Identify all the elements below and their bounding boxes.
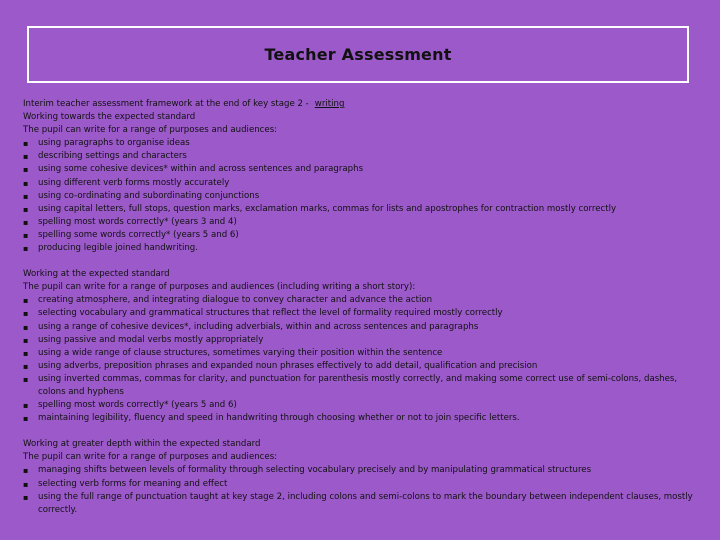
list-item: ▪ using paragraphs to organise ideas <box>23 137 699 150</box>
framework-text: Interim teacher assessment framework at the end of key stage 2 - <box>23 99 309 109</box>
list-item: ▪ managing shifts between levels of formality through selecting vocabulary precisely and by manipulating grammatical structures <box>23 464 699 477</box>
section-heading: Working towards the expected standard <box>23 112 196 123</box>
list-item: ▪ using some cohesive devices* within and across sentences and paragraphs <box>23 163 699 176</box>
section-heading: Working at the expected standard <box>23 269 170 280</box>
list-item: ▪ describing settings and characters <box>23 150 699 163</box>
bullet-list <box>23 137 699 255</box>
list-item: ▪ maintaining legibility, fluency and speed in handwriting through choosing whether or not to join specific letters. <box>23 412 699 425</box>
list-item: ▪ using a wide range of clause structures, sometimes varying their position within the sentence <box>23 347 699 360</box>
assessment-content <box>23 98 699 530</box>
list-item: ▪ selecting vocabulary and grammatical structures that reflect the level of formality required mostly correctly <box>23 307 699 320</box>
list-item: ▪ spelling some words correctly* (years 5 and 6) <box>23 229 699 242</box>
bullet-list <box>23 464 699 516</box>
list-item: ▪ using co-ordinating and subordinating conjunctions <box>23 190 699 203</box>
bullet-list <box>23 294 699 425</box>
list-item: ▪ using adverbs, preposition phrases and expanded noun phrases effectively to add detail, qualification and precision <box>23 360 699 373</box>
writing-link[interactable]: writing <box>314 99 345 109</box>
section-working-towards <box>23 111 699 255</box>
section-lead: The pupil can write for a range of purposes and audiences: <box>23 452 278 463</box>
list-item: ▪ creating atmosphere, and integrating dialogue to convey character and advance the action <box>23 294 699 307</box>
list-item: ▪ using different verb forms mostly accurately <box>23 177 699 190</box>
section-lead: The pupil can write for a range of purposes and audiences (including writing a short story): <box>23 282 416 293</box>
list-item: ▪ using inverted commas, commas for clarity, and punctuation for parenthesis mostly correctly, and making some correct use of semi-colons, dashes, colons and hyphens <box>23 373 699 399</box>
list-item: ▪ selecting verb forms for meaning and effect <box>23 478 699 491</box>
list-item: ▪ using passive and modal verbs mostly appropriately <box>23 334 699 347</box>
section-lead: The pupil can write for a range of purposes and audiences: <box>23 125 278 136</box>
list-item: ▪ spelling most words correctly* (years 3 and 4) <box>23 216 699 229</box>
page-title: Teacher Assessment <box>264 45 452 64</box>
section-expected <box>23 268 699 425</box>
list-item: ▪ using capital letters, full stops, question marks, exclamation marks, commas for lists and apostrophes for contraction mostly correctly <box>23 203 699 216</box>
title-box <box>27 26 689 83</box>
list-item: ▪ using a range of cohesive devices*, including adverbials, within and across sentences and paragraphs <box>23 321 699 334</box>
section-heading: Working at greater depth within the expected standard <box>23 439 261 450</box>
list-item: ▪ using the full range of punctuation taught at key stage 2, including colons and semi-colons to mark the boundary between independent clauses, mostly correctly. <box>23 491 699 517</box>
section-greater-depth <box>23 438 699 517</box>
framework-line <box>23 98 699 111</box>
list-item: ▪ producing legible joined handwriting. <box>23 242 699 255</box>
list-item: ▪ spelling most words correctly* (years 5 and 6) <box>23 399 699 412</box>
